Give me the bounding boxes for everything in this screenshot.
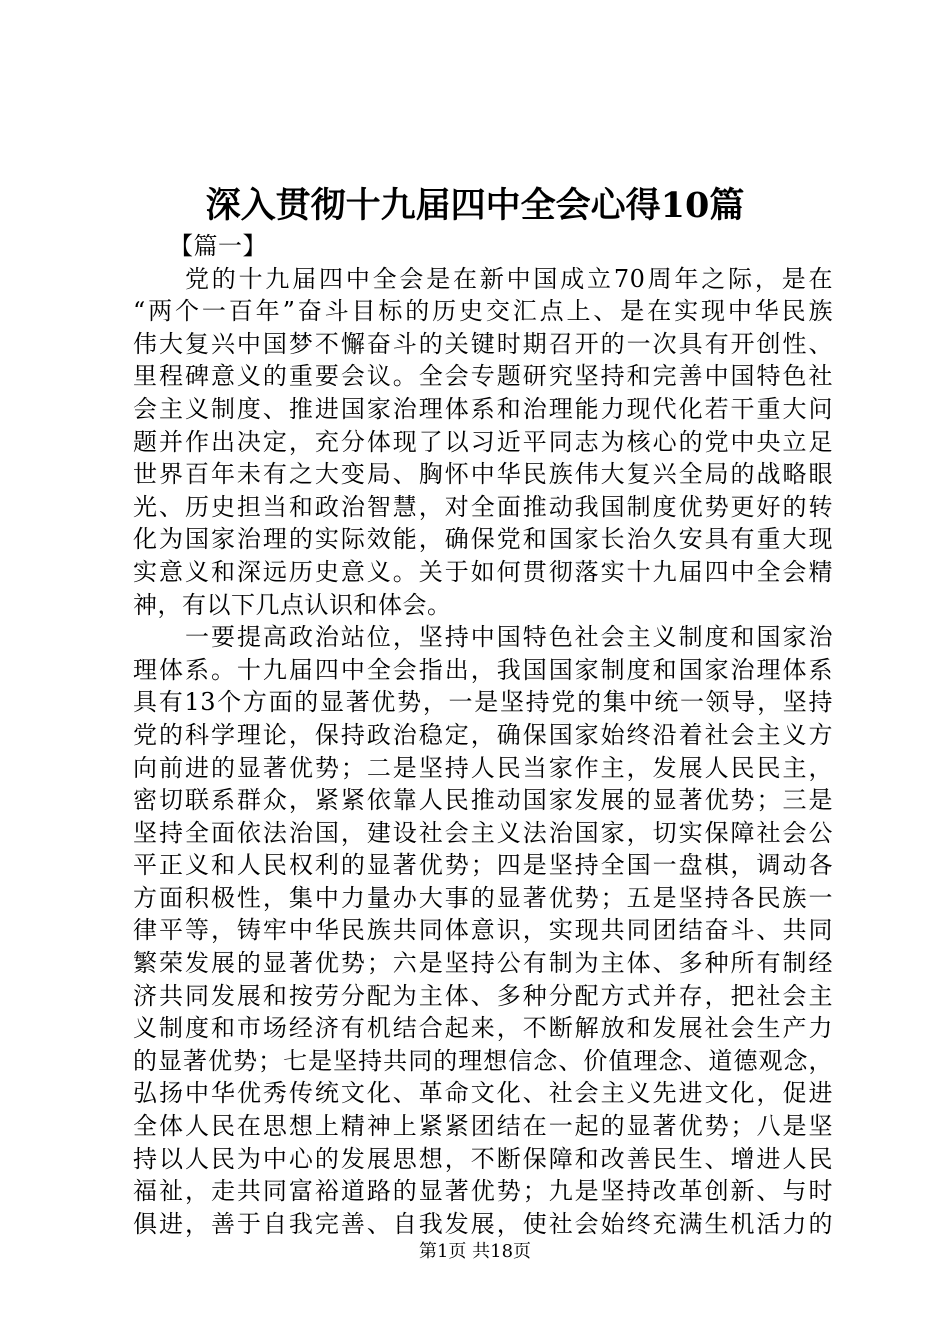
- paragraph-line: 光、历史担当和政治智慧，对全面推动我国制度优势更好的转: [133, 492, 833, 521]
- document-title: 深入贯彻十九届四中全会心得10篇: [205, 185, 745, 226]
- paragraph-line: 密切联系群众，紧紧依靠人民推动国家发展的显著优势；三是: [133, 786, 833, 815]
- paragraph-line: 平正义和人民权利的显著优势；四是坚持全国一盘棋，调动各: [133, 851, 833, 880]
- paragraph-line: 律平等，铸牢中华民族共同体意识，实现共同团结奋斗、共同: [133, 916, 833, 945]
- paragraph-line: 繁荣发展的显著优势；六是坚持公有制为主体、多种所有制经: [133, 949, 833, 978]
- paragraph-line: 党的十九届四中全会是在新中国成立70周年之际，是在: [185, 264, 833, 293]
- paragraph-line: 方面积极性，集中力量办大事的显著优势；五是坚持各民族一: [133, 883, 833, 912]
- paragraph-line: 理体系。十九届四中全会指出，我国国家制度和国家治理体系: [133, 655, 833, 684]
- paragraph-line: 向前进的显著优势；二是坚持人民当家作主，发展人民民主，: [133, 753, 833, 782]
- paragraph-line: 一要提高政治站位，坚持中国特色社会主义制度和国家治: [185, 623, 833, 652]
- paragraph-line: 济共同发展和按劳分配为主体、多种分配方式并存，把社会主: [133, 981, 833, 1010]
- paragraph-line: 持以人民为中心的发展思想，不断保障和改善民生、增进人民: [133, 1144, 833, 1173]
- paragraph-line: 福祉，走共同富裕道路的显著优势；九是坚持改革创新、与时: [133, 1177, 833, 1206]
- paragraph-line: 义制度和市场经济有机结合起来，不断解放和发展社会生产力: [133, 1014, 833, 1043]
- paragraph-line: 神，有以下几点认识和体会。: [133, 590, 452, 619]
- paragraph-line: 伟大复兴中国梦不懈奋斗的关键时期召开的一次具有开创性、: [133, 329, 833, 358]
- paragraph-line: 的显著优势；七是坚持共同的理想信念、价值理念、道德观念，: [133, 1046, 833, 1075]
- paragraph-line: 世界百年未有之大变局、胸怀中华民族伟大复兴全局的战略眼: [133, 460, 833, 489]
- paragraph-line: 党的科学理论，保持政治稳定，确保国家始终沿着社会主义方: [133, 720, 833, 749]
- paragraph-line: 会主义制度、推进国家治理体系和治理能力现代化若干重大问: [133, 394, 833, 423]
- paragraph-line: 全体人民在思想上精神上紧紧团结在一起的显著优势；八是坚: [133, 1112, 833, 1141]
- paragraph-line: 俱进，善于自我完善、自我发展，使社会始终充满生机活力的: [133, 1209, 833, 1238]
- paragraph-line: 题并作出决定，充分体现了以习近平同志为核心的党中央立足: [133, 427, 833, 456]
- section-heading: 【篇一】: [169, 232, 267, 260]
- paragraph-line: 里程碑意义的重要会议。全会专题研究坚持和完善中国特色社: [133, 362, 833, 391]
- document-body: [133, 230, 833, 1240]
- paragraph-line: 弘扬中华优秀传统文化、革命文化、社会主义先进文化，促进: [133, 1079, 833, 1108]
- paragraph-line: “两个一百年”奋斗目标的历史交汇点上、是在实现中华民族: [133, 297, 833, 326]
- paragraph-line: 实意义和深远历史意义。关于如何贯彻落实十九届四中全会精: [133, 557, 833, 586]
- paragraph-line: 坚持全面依法治国，建设社会主义法治国家，切实保障社会公: [133, 818, 833, 847]
- paragraph-line: 具有13个方面的显著优势，一是坚持党的集中统一领导，坚持: [133, 688, 833, 717]
- paragraph-line: 化为国家治理的实际效能，确保党和国家长治久安具有重大现: [133, 525, 833, 554]
- page-number-footer: 第1页 共18页: [418, 1241, 532, 1262]
